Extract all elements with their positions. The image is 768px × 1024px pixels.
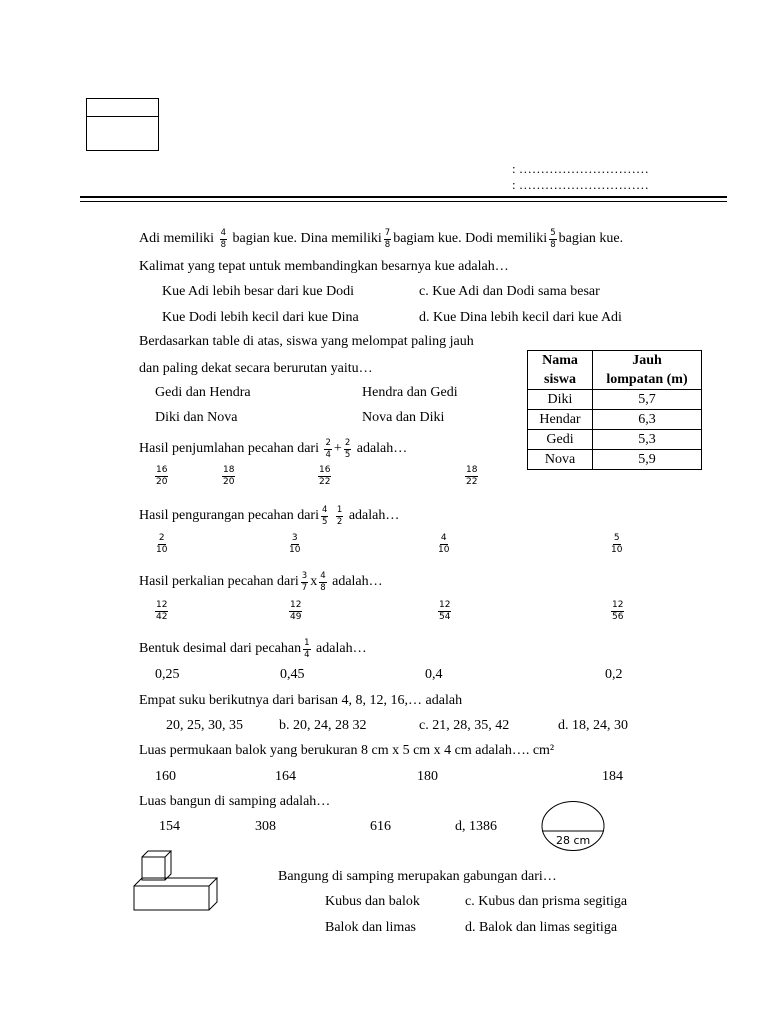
q1-fraction-adi [220,229,227,249]
table-row [528,450,702,470]
table-cell-value: 5,9 [593,450,702,470]
q5-option-c [436,601,453,622]
q1-option-b: Kue Dodi lebih kecil dari kue Dina [162,310,359,325]
q3-option-b-den: 20 [223,477,235,487]
q4-text-1: Hasil pengurangan pecahan dari [139,508,319,524]
q5-times: x [310,574,318,590]
table-header-row [528,351,702,390]
q10-question: Bangung di samping merupakan gabungan dari… [278,869,557,884]
q5-fraction-1 [301,572,308,592]
table-row [528,430,702,450]
q1-option-a: Kue Adi lebih besar dari kue Dodi [162,284,355,299]
q5-fraction-1-den: 7 [301,582,308,593]
q1-fraction-dodi-num: 5 [550,228,556,238]
q4-option-a-den: 10 [156,545,168,555]
q7-option-d: d. 18, 24, 30 [558,718,628,733]
q1-text-1: Adi memiliki [139,231,215,247]
q3-question [139,439,407,459]
header-field-2: : ………………………… [512,177,649,192]
q10-option-d: d. Balok dan limas segitiga [465,920,618,935]
header-rule-thin [80,201,727,202]
q4-option-b [287,534,302,555]
q4-fraction-2-den: 2 [336,516,343,527]
q3-fraction-2-num: 2 [344,438,351,448]
table-cell-value: 6,3 [593,410,702,430]
q5-fraction-2 [319,572,326,592]
q9-question: Luas bangun di samping adalah… [139,794,331,809]
q4-option-c [436,534,451,555]
q2-option-a: Gedi dan Hendra [155,385,251,400]
q5-option-d-num: 12 [612,600,624,610]
q1-statement [139,229,623,249]
q4-option-a [154,534,169,555]
q3-fraction-1-den: 4 [325,449,331,460]
q4-option-c-num: 4 [440,533,447,543]
q3-option-d [463,466,480,487]
q1-question: Kalimat yang tepat untuk membandingkan besarnya kue adalah… [139,259,509,274]
q4-fraction-1 [321,506,328,526]
q1-fraction-dina-den: 8 [384,239,391,250]
q1-fraction-dina-num: 7 [384,228,391,238]
q9-option-a: 154 [159,819,180,834]
q4-option-d-num: 5 [613,533,620,543]
cube-top-face [142,851,171,857]
q2-option-b: Diki dan Nova [155,410,238,425]
q7-option-a: 20, 25, 30, 35 [166,718,243,733]
q3-option-a-num: 16 [156,465,168,475]
q1-text-4: bagian kue. [558,231,624,247]
q4-option-a-num: 2 [158,533,165,543]
circle-diameter-label: 28 cm [556,834,591,847]
q10-option-c: c. Kubus dan prisma segitiga [465,894,628,909]
q1-fraction-dodi-den: 8 [550,239,556,250]
q4-question [139,506,399,526]
q5-fraction-1-num: 3 [301,571,308,581]
q5-option-c-num: 12 [439,600,451,610]
q6-option-c: 0,4 [425,667,443,682]
q1-text-2: bagian kue. Dina memiliki [232,231,382,247]
q3-fraction-1 [324,439,331,459]
table-header-distance-line-2: lompatan (m) [606,372,688,387]
q5-option-c-den: 54 [439,612,451,622]
q3-option-a [153,466,170,487]
table-cell-name: Gedi [528,430,593,450]
q10-option-b: Balok dan limas [325,920,416,935]
table-cell-name: Hendar [528,410,593,430]
table-row [528,410,702,430]
header-rule-thick [80,196,727,198]
combined-solid-figure [130,849,222,913]
table-cell-name: Nova [528,450,593,470]
q6-question [139,639,367,659]
q5-option-b-den: 49 [290,612,302,622]
q6-option-a: 0,25 [155,667,180,682]
jump-distance-table [527,350,702,470]
q6-text-1: Bentuk desimal dari pecahan [139,641,302,657]
q5-option-b [287,601,304,622]
table-header-name-line-1: Nama [542,353,578,368]
q5-option-b-num: 12 [290,600,302,610]
cube-front-face [142,857,165,880]
q5-option-a-num: 12 [156,600,168,610]
q4-option-d [609,534,624,555]
q3-text-1: Hasil penjumlahan pecahan dari [139,441,319,457]
table-row [528,390,702,410]
q4-option-b-num: 3 [291,533,298,543]
q8-option-c: 180 [417,769,438,784]
q6-fraction-den: 4 [304,649,310,660]
q7-question: Empat suku berikutnya dari barisan 4, 8, 12, 16,… adalah [139,693,463,708]
q3-option-c-den: 22 [319,477,331,487]
q7-option-c: c. 21, 28, 35, 42 [419,718,510,733]
q4-fraction-1-num: 4 [321,505,328,515]
q3-option-b [220,466,237,487]
q1-fraction-adi-num: 4 [220,228,226,238]
q8-option-d: 184 [602,769,623,784]
q4-fraction-2-num: 1 [336,505,343,515]
q7-option-b: b. 20, 24, 28 32 [279,718,367,733]
q2-question-line-2: dan paling dekat secara berurutan yaitu… [139,361,373,376]
q1-option-c: c. Kue Adi dan Dodi sama besar [419,284,600,299]
q5-option-d-den: 56 [612,612,624,622]
q9-option-b: 308 [255,819,276,834]
q5-option-a-den: 42 [156,612,168,622]
q6-option-b: 0,45 [280,667,305,682]
q1-fraction-adi-den: 8 [220,239,226,250]
q3-option-c [316,466,333,487]
q5-question [139,572,383,592]
q3-text-2: adalah… [356,441,408,457]
q8-option-a: 160 [155,769,176,784]
table-header-distance-line-1: Jauh [632,353,662,368]
header-field-1: : ………………………… [512,161,649,176]
q5-text-1: Hasil perkalian pecahan dari [139,574,299,590]
q5-fraction-2-num: 4 [320,571,326,581]
table-cell-name: Diki [528,390,593,410]
table-cell-value: 5,3 [593,430,702,450]
q3-option-d-den: 22 [466,477,478,487]
q3-plus: + [333,441,342,457]
q4-fraction-2 [336,506,343,526]
q8-question: Luas permukaan balok yang berukuran 8 cm x 5 cm x 4 cm adalah…. cm² [139,743,555,758]
q5-option-a [153,601,170,622]
q3-fraction-1-num: 2 [325,438,331,448]
q6-option-d: 0,2 [605,667,623,682]
q1-option-d: d. Kue Dina lebih kecil dari kue Adi [419,310,622,325]
q9-option-d: d, 1386 [455,819,497,834]
q4-option-c-den: 10 [438,545,450,555]
q9-option-c: 616 [370,819,391,834]
q2-option-c: Hendra dan Gedi [362,385,458,400]
q1-fraction-dina [384,229,391,249]
q10-option-a: Kubus dan balok [325,894,420,909]
q3-fraction-2 [344,439,351,459]
cuboid-top-face [134,878,217,886]
q5-fraction-2-den: 8 [320,582,326,593]
table-header-name [528,351,593,390]
q6-fraction [303,639,310,659]
table-header-name-line-2: siswa [544,372,576,387]
q3-option-a-den: 20 [156,477,168,487]
q8-option-b: 164 [275,769,296,784]
q4-option-b-den: 10 [289,545,301,555]
q5-text-2: adalah… [332,574,383,590]
table-header-distance [593,351,702,390]
cuboid-side-face [209,878,217,910]
q4-option-d-den: 10 [611,545,623,555]
q6-fraction-num: 1 [304,638,310,648]
q4-text-2: adalah… [348,508,400,524]
q3-option-d-num: 18 [466,465,478,475]
cube-side-face [165,851,171,880]
q3-option-c-num: 16 [319,465,331,475]
q3-option-b-num: 18 [223,465,235,475]
q2-question-line-1: Berdasarkan table di atas, siswa yang melompat paling jauh [139,334,474,349]
q1-fraction-dodi [549,229,556,249]
q5-option-d [609,601,626,622]
q2-option-d: Nova dan Diki [362,410,445,425]
q3-fraction-2-den: 5 [344,449,351,460]
q6-text-2: adalah… [316,641,367,657]
cuboid-front-face [134,886,209,910]
header-box [86,98,159,151]
q4-fraction-1-den: 5 [321,516,328,527]
q1-text-3: bagiam kue. Dodi memiliki [393,231,548,247]
header-box-divider [86,116,158,117]
table-cell-value: 5,7 [593,390,702,410]
